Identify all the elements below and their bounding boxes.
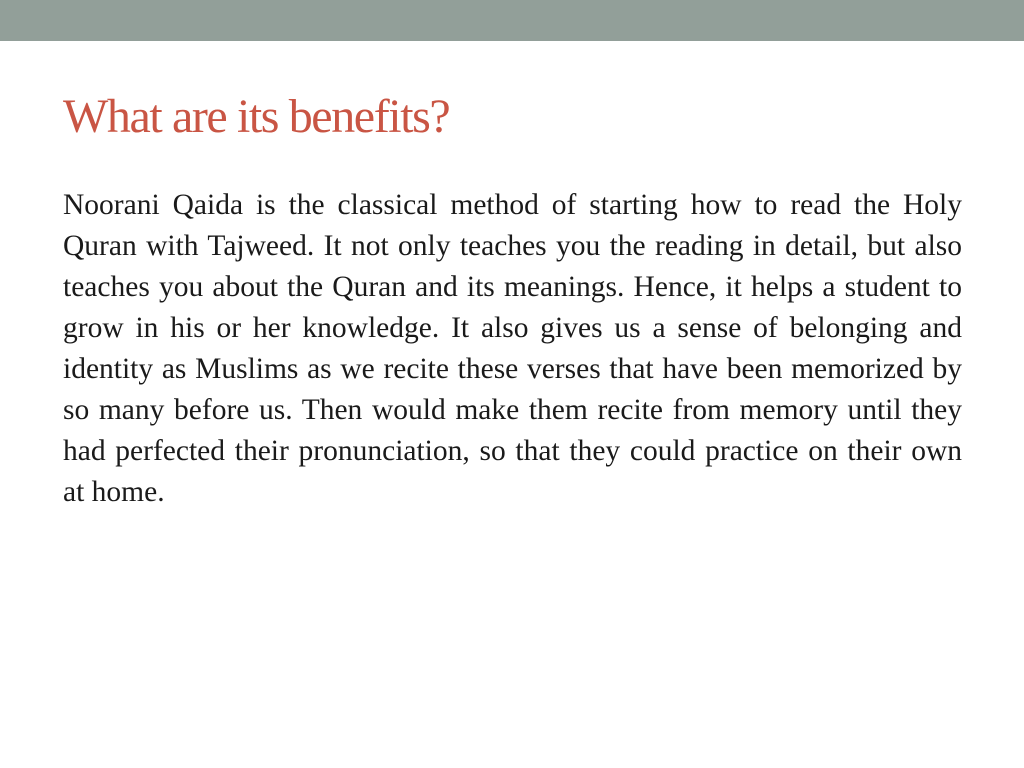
slide-title: What are its benefits? bbox=[63, 90, 450, 143]
slide-body-text: Noorani Qaida is the classical method of starting how to read the Holy Quran with Tajweed. It not only teaches you the reading in detail, but also teaches you about the Quran and its meanings. Hence, it helps a student to grow in his or her knowledge. It also gives us a sense of belonging and identity as Muslims as we recite these verses that have been memorized by so many before us. Then would make them recite from memory until they had perfected their pronunciation, so that they could practice on their own at home. bbox=[63, 189, 962, 508]
top-accent-bar bbox=[0, 0, 1024, 41]
